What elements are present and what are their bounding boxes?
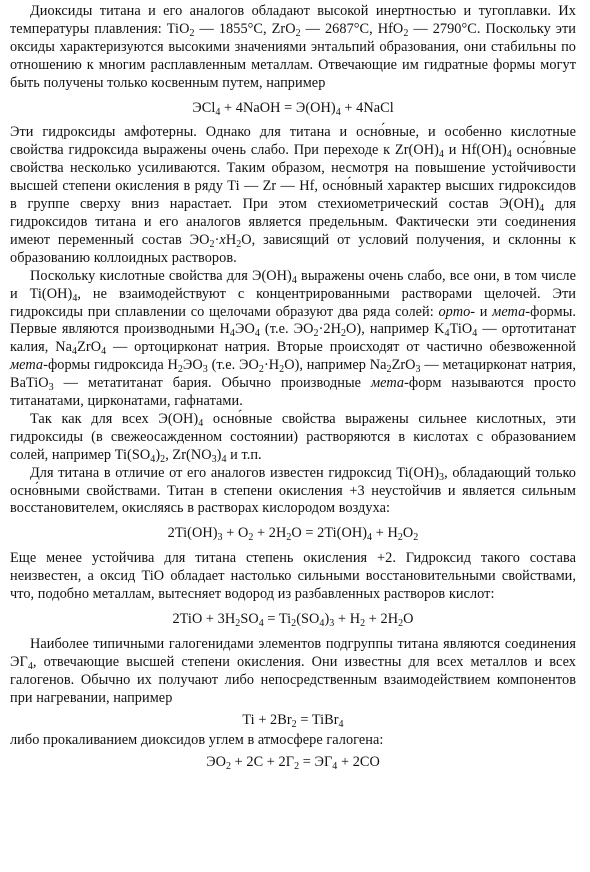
equation-ti-bromine: $Ti + 2Br_2$ = TiBr$_4$ xyxy=(242,711,344,730)
paragraph-basic-properties: Так как для всех $Э(OH)_4$ осно́вные свойства выражены сильнее кислотных, эти гидроксиды (в свежеосажденном состоянии) растворяются в кислотах с образованием солей, например $Ti(SO_4)_2$, $Zr(NO_3)_4$ и т.п. xyxy=(10,410,576,465)
paragraph-calcination: либо прокаливанием диоксидов углем в атмосфере галогена: xyxy=(10,732,384,749)
paragraph-oxidation-state-2: Еще менее устойчива для титана степень окисления +2. Гидроксид такого состава неизвестен, а оксид TiO обладает настолько сильными восстановительными свойствами, что, подобно металлам, вытесняет водород из разбавленных растворов кислот: xyxy=(10,550,576,603)
paragraph-salts: Поскольку кислотные свойства для $Э(OH)_4$ выражены очень слабо, все они, в том числе и $Ti(OH)_4$, не взаимодействуют с концентрированными растворами щелочей. Эти гидроксиды при сплавлении со щелочами образуют два ряда солей: орто- и мета-формы. Первые являются производными $H_4ЭO_4$ (т.е. $ЭO_2\cdot 2H_2O$), например $K_4TiO_4$ — ортотитанат калия, $Na_4ZrO_4$ — ортоцирконат натрия. Вторые происходят от частично обезвоженной мета-формы гидроксида $H_2ЭO_3$ (т.е. $ЭO_2\cdot H_2O$), например $Na_2ZrO_3$ — метацирконат натрия, BaTiO$_3$ — метатитанат бария. Обычно производные мета-форм называются просто титанатами, цирконатами, гафнатами. xyxy=(10,267,577,410)
equation-dioxide-carbon: $ЭO_2 + 2C + 2Г_2 = ЭГ_4 + 2CO$ xyxy=(206,754,380,773)
paragraph-dioxides: Диоксиды титана и его аналогов обладают высокой инертностью и тугоплавки. Их температуры плавления: TiO$_2$ — 1855°C, ZrO$_2$ — 2687°C, HfO$_2$ — 2790°C. Поскольку эти оксиды характеризуются высокими значениями энтальпий образования, они стабильны по отношению к многим расплавленным металлам. Отвечающие им гидратные формы могут быть получены только косвенным путем, например xyxy=(10,3,576,91)
equation-tio-acid: $2TiO + 3H_2SO_4 = Ti_2(SO_4)_3 + H_2 + 2H_2O$ xyxy=(172,611,414,629)
paragraph-amphoteric: Эти гидроксиды амфотерны. Однако для титана и осно́вные, и особенно кислотные свойства гидроксида выражены очень слабо. При переходе к $Zr(OH)_4$ и $Hf(OH)_4$ осно́вные свойства несколько усиливаются. Таким образом, несмотря на повышение устойчивости высшей степени окисления в ряду Ti — Zr — Hf, осно́вный характер высших гидроксидов в группе сверху вниз нарастает. При этом стехиометрический состав $Э(OH)_4$ для гидроксидов титана и его аналогов является предельным. Фактически эти соединения имеют переменный состав $ЭO_2\cdot xH_2O$, зависящий от условий получения, и склонны к образованию коллоидных растворов. xyxy=(10,124,576,266)
paragraph-halides: Наиболее типичными галогенидами элементов подгруппы титана являются соединения $ЭГ_4$, отвечающие высшей степени окисления. Они известны для всех металлов и всех галогенов. Обычно их получают либо непосредственным взаимодействием компонентов при нагревании, например xyxy=(10,635,576,706)
equation-halide-hydrolysis: ЭCl$_4$ + 4NaOH = $Э(OH)_4$ + 4NaCl xyxy=(192,99,394,118)
equation-ti-oxidation: $2Ti(OH)_3 + O_2 + 2H_2O = 2Ti(OH)_4 + H_2O_2$ xyxy=(167,525,419,544)
paragraph-titanium-hydroxide: Для титана в отличие от его аналогов известен гидроксид $Ti(OH)_3$, обладающий только осно́вными свойствами. Титан в степени окисления +3 неустойчив и является сильным восстановителем, окисляясь в растворах кислородом воздуха: xyxy=(10,464,576,517)
